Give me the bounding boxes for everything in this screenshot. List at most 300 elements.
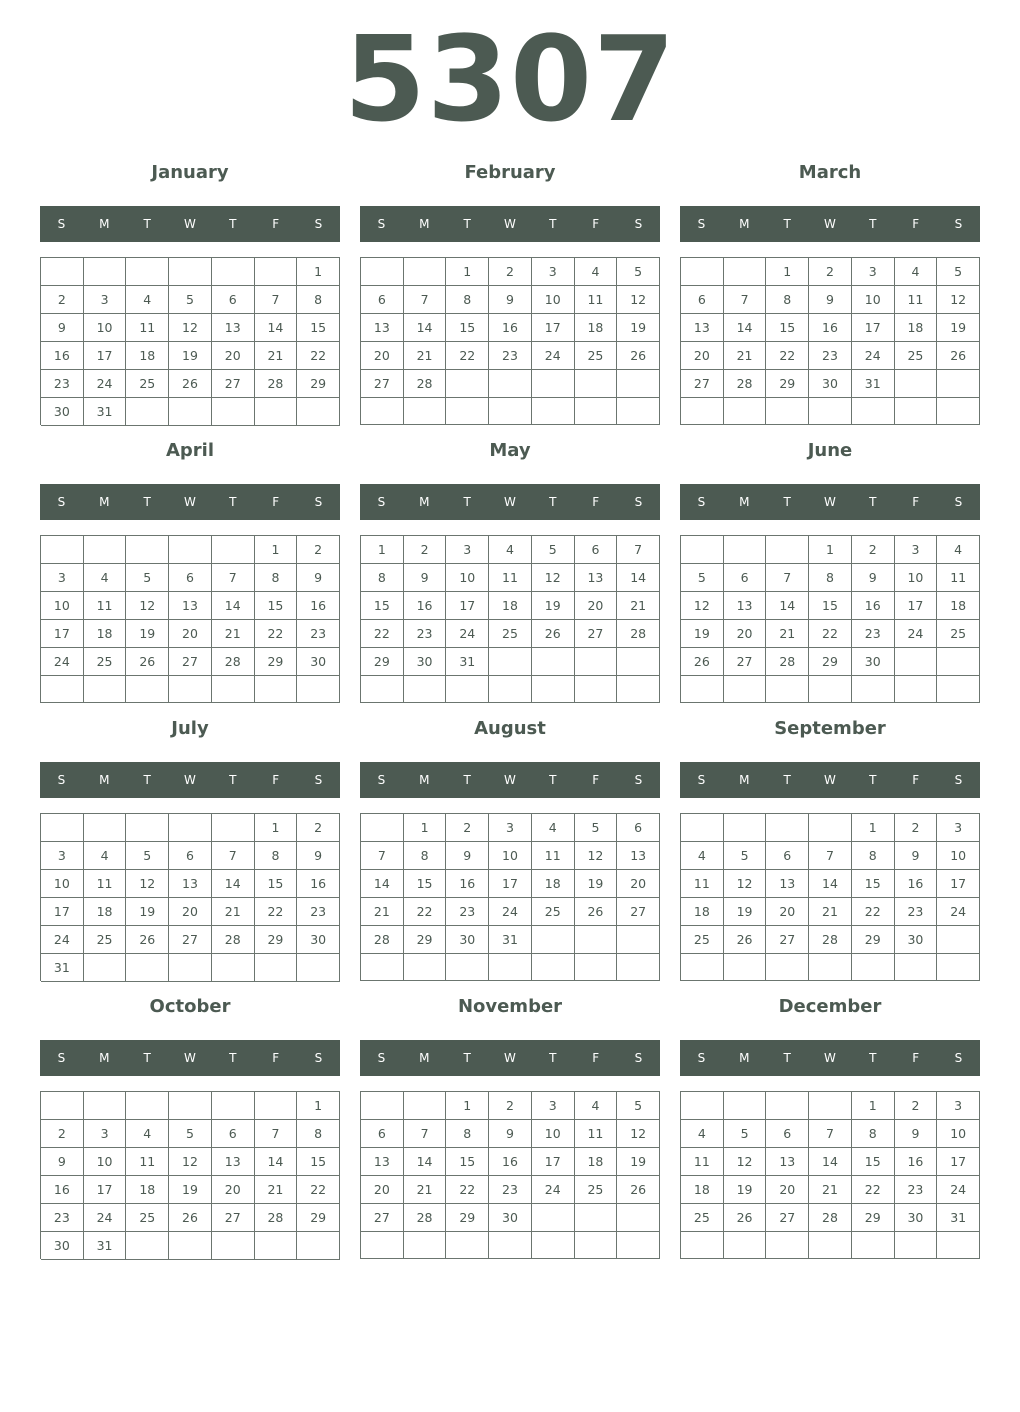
weekday-header-bar: [40, 206, 340, 242]
day-cell: 30: [895, 1204, 938, 1232]
weekday-header-bar: [360, 1040, 660, 1076]
month-may: [360, 436, 660, 704]
day-cell: [681, 676, 724, 703]
weekday-header: S: [954, 1051, 963, 1065]
day-cell: 12: [532, 564, 575, 592]
day-cell: [532, 1232, 575, 1259]
day-cell: 26: [575, 898, 618, 926]
day-cell: 3: [937, 814, 980, 842]
day-cell: 23: [41, 370, 84, 398]
day-cell: 13: [766, 870, 809, 898]
day-grid: [680, 1091, 980, 1259]
weekday-header: T: [143, 773, 151, 787]
day-cell: 18: [84, 898, 127, 926]
weekday-header-bar: [360, 484, 660, 520]
day-cell: [575, 926, 618, 954]
day-cell: 20: [361, 1176, 404, 1204]
day-cell: 17: [84, 342, 127, 370]
day-cell: 7: [212, 842, 255, 870]
day-cell: [361, 258, 404, 286]
day-cell: 6: [681, 286, 724, 314]
day-cell: 10: [852, 286, 895, 314]
day-cell: 19: [532, 592, 575, 620]
day-cell: 15: [852, 870, 895, 898]
weekday-header: S: [634, 773, 643, 787]
day-cell: 24: [895, 620, 938, 648]
weekday-header: S: [314, 773, 323, 787]
day-cell: [575, 676, 618, 703]
day-cell: 31: [84, 398, 127, 426]
day-cell: 26: [681, 648, 724, 676]
day-cell: 24: [532, 1176, 575, 1204]
day-cell: [255, 1092, 298, 1120]
day-cell: [681, 1232, 724, 1259]
day-cell: 13: [681, 314, 724, 342]
day-cell: 6: [724, 564, 767, 592]
day-cell: 18: [126, 1176, 169, 1204]
day-cell: 6: [617, 814, 660, 842]
day-cell: 6: [212, 286, 255, 314]
day-cell: 9: [489, 1120, 532, 1148]
day-cell: 16: [489, 314, 532, 342]
day-cell: [489, 676, 532, 703]
day-cell: 21: [404, 1176, 447, 1204]
day-cell: 16: [41, 1176, 84, 1204]
day-grid: [680, 813, 980, 981]
day-cell: 13: [617, 842, 660, 870]
day-cell: [575, 398, 618, 425]
weekday-header: T: [869, 773, 877, 787]
day-cell: 24: [937, 1176, 980, 1204]
day-cell: [681, 954, 724, 981]
day-cell: 17: [41, 620, 84, 648]
day-cell: [169, 954, 212, 982]
day-cell: 20: [361, 342, 404, 370]
weekday-header: T: [143, 495, 151, 509]
month-june: [680, 436, 980, 704]
weekday-header: S: [697, 1051, 706, 1065]
weekday-header: T: [463, 495, 471, 509]
day-cell: 28: [404, 370, 447, 398]
day-cell: 15: [446, 1148, 489, 1176]
day-cell: 3: [84, 1120, 127, 1148]
weekday-header: T: [229, 217, 237, 231]
day-cell: 9: [297, 564, 340, 592]
day-cell: 12: [681, 592, 724, 620]
day-cell: 5: [724, 842, 767, 870]
day-cell: 29: [297, 1204, 340, 1232]
day-cell: 13: [169, 870, 212, 898]
day-cell: 12: [575, 842, 618, 870]
day-cell: [895, 954, 938, 981]
day-grid: [360, 1091, 660, 1259]
day-cell: [404, 398, 447, 425]
day-cell: 15: [297, 1148, 340, 1176]
day-cell: 19: [126, 620, 169, 648]
day-cell: [766, 398, 809, 425]
day-cell: 28: [617, 620, 660, 648]
day-cell: 15: [404, 870, 447, 898]
day-cell: 22: [404, 898, 447, 926]
month-october: [40, 992, 340, 1260]
weekday-header: F: [272, 773, 280, 787]
day-cell: 25: [937, 620, 980, 648]
day-cell: [446, 398, 489, 425]
day-cell: 23: [297, 898, 340, 926]
day-cell: 21: [617, 592, 660, 620]
day-cell: [895, 398, 938, 425]
day-cell: [404, 676, 447, 703]
day-cell: 11: [895, 286, 938, 314]
day-cell: [404, 954, 447, 981]
day-grid: [360, 535, 660, 703]
weekday-header: S: [697, 773, 706, 787]
day-cell: [937, 1232, 980, 1259]
day-cell: 22: [255, 620, 298, 648]
day-cell: [446, 676, 489, 703]
weekday-header: S: [314, 1051, 323, 1065]
calendar-year-title: 5307: [343, 10, 677, 148]
day-cell: [255, 258, 298, 286]
weekday-header: S: [634, 217, 643, 231]
month-name: May: [489, 440, 531, 461]
day-cell: 22: [297, 342, 340, 370]
day-cell: [489, 954, 532, 981]
day-cell: 28: [724, 370, 767, 398]
day-cell: [681, 814, 724, 842]
day-cell: [766, 676, 809, 703]
day-cell: 11: [575, 286, 618, 314]
day-cell: [937, 676, 980, 703]
month-name: June: [807, 440, 853, 461]
weekday-header-bar: [680, 484, 980, 520]
day-cell: 3: [895, 536, 938, 564]
day-cell: 12: [169, 1148, 212, 1176]
day-cell: 30: [41, 398, 84, 426]
day-cell: [446, 370, 489, 398]
day-cell: 13: [575, 564, 618, 592]
day-cell: 24: [489, 898, 532, 926]
day-cell: 18: [84, 620, 127, 648]
weekday-header-bar: [360, 762, 660, 798]
day-cell: 11: [489, 564, 532, 592]
day-cell: [126, 258, 169, 286]
weekday-header: F: [912, 1051, 920, 1065]
day-cell: 23: [446, 898, 489, 926]
weekday-header: W: [184, 217, 196, 231]
month-name: August: [474, 718, 546, 739]
day-cell: 21: [809, 1176, 852, 1204]
day-cell: [255, 954, 298, 982]
weekday-header: F: [272, 495, 280, 509]
day-cell: [212, 814, 255, 842]
day-grid: [40, 535, 340, 703]
day-cell: 16: [489, 1148, 532, 1176]
day-cell: 22: [852, 898, 895, 926]
day-cell: 8: [852, 842, 895, 870]
day-cell: 28: [212, 926, 255, 954]
day-cell: 15: [255, 870, 298, 898]
day-cell: 1: [297, 258, 340, 286]
day-cell: 20: [169, 898, 212, 926]
day-cell: 13: [212, 314, 255, 342]
weekday-header-bar: [40, 484, 340, 520]
day-cell: 9: [852, 564, 895, 592]
day-cell: 30: [446, 926, 489, 954]
day-cell: 4: [681, 842, 724, 870]
day-cell: 12: [126, 870, 169, 898]
day-cell: 18: [895, 314, 938, 342]
day-cell: 29: [361, 648, 404, 676]
day-grid: [360, 813, 660, 981]
day-cell: 9: [404, 564, 447, 592]
day-cell: [446, 954, 489, 981]
day-cell: [212, 536, 255, 564]
day-cell: [809, 814, 852, 842]
day-cell: 13: [361, 314, 404, 342]
day-cell: 26: [169, 1204, 212, 1232]
weekday-header: S: [377, 1051, 386, 1065]
day-cell: 19: [169, 342, 212, 370]
day-cell: 25: [532, 898, 575, 926]
day-cell: 11: [937, 564, 980, 592]
day-cell: 21: [361, 898, 404, 926]
day-cell: 2: [404, 536, 447, 564]
day-cell: 25: [681, 1204, 724, 1232]
day-cell: 18: [575, 1148, 618, 1176]
day-cell: 11: [84, 870, 127, 898]
day-cell: 12: [617, 286, 660, 314]
day-cell: 10: [41, 870, 84, 898]
month-august: [360, 714, 660, 982]
day-cell: 6: [361, 286, 404, 314]
day-cell: 8: [446, 1120, 489, 1148]
day-cell: 10: [937, 842, 980, 870]
day-cell: 3: [84, 286, 127, 314]
day-cell: 13: [766, 1148, 809, 1176]
day-cell: 8: [809, 564, 852, 592]
day-cell: [489, 398, 532, 425]
day-cell: 3: [446, 536, 489, 564]
day-cell: [617, 370, 660, 398]
day-cell: 22: [361, 620, 404, 648]
weekday-header: T: [463, 1051, 471, 1065]
day-cell: [724, 954, 767, 981]
month-december: [680, 992, 980, 1260]
day-cell: 16: [297, 592, 340, 620]
day-cell: 23: [297, 620, 340, 648]
day-grid: [680, 535, 980, 703]
day-cell: [169, 676, 212, 703]
day-cell: 10: [84, 1148, 127, 1176]
day-cell: 18: [575, 314, 618, 342]
day-cell: [895, 1232, 938, 1259]
day-cell: 31: [937, 1204, 980, 1232]
day-cell: 8: [297, 286, 340, 314]
day-cell: 19: [617, 1148, 660, 1176]
weekday-header: F: [272, 217, 280, 231]
day-cell: 15: [361, 592, 404, 620]
day-cell: 27: [212, 1204, 255, 1232]
day-cell: 28: [361, 926, 404, 954]
day-cell: 16: [404, 592, 447, 620]
day-cell: 6: [766, 842, 809, 870]
day-cell: [169, 398, 212, 426]
day-cell: [126, 676, 169, 703]
month-name: April: [165, 440, 215, 461]
weekday-header: F: [272, 1051, 280, 1065]
day-cell: 19: [724, 1176, 767, 1204]
month-name: November: [457, 996, 563, 1017]
weekday-header: T: [229, 1051, 237, 1065]
day-cell: 3: [937, 1092, 980, 1120]
day-cell: [575, 648, 618, 676]
day-cell: 14: [212, 870, 255, 898]
day-cell: [724, 1092, 767, 1120]
day-cell: 1: [361, 536, 404, 564]
day-cell: 14: [404, 314, 447, 342]
day-cell: [766, 1092, 809, 1120]
day-cell: 23: [489, 342, 532, 370]
day-cell: 8: [297, 1120, 340, 1148]
weekday-header: T: [783, 495, 791, 509]
day-cell: 27: [724, 648, 767, 676]
weekday-header: T: [869, 495, 877, 509]
day-cell: 26: [617, 342, 660, 370]
day-cell: 14: [255, 1148, 298, 1176]
day-cell: [724, 1232, 767, 1259]
day-cell: 2: [41, 1120, 84, 1148]
day-cell: [212, 258, 255, 286]
day-cell: 9: [489, 286, 532, 314]
day-cell: [297, 954, 340, 982]
day-cell: [681, 258, 724, 286]
day-cell: 13: [212, 1148, 255, 1176]
day-cell: 22: [255, 898, 298, 926]
day-cell: [724, 814, 767, 842]
day-cell: [766, 814, 809, 842]
day-cell: 19: [169, 1176, 212, 1204]
day-cell: 23: [489, 1176, 532, 1204]
day-cell: 30: [489, 1204, 532, 1232]
day-cell: [361, 1232, 404, 1259]
weekday-header: W: [504, 495, 516, 509]
day-cell: 15: [852, 1148, 895, 1176]
day-cell: 5: [575, 814, 618, 842]
weekday-header: F: [592, 773, 600, 787]
day-cell: 14: [404, 1148, 447, 1176]
day-cell: 28: [255, 1204, 298, 1232]
weekday-header: F: [592, 1051, 600, 1065]
day-cell: [84, 258, 127, 286]
day-cell: 10: [41, 592, 84, 620]
day-cell: 19: [937, 314, 980, 342]
day-cell: [84, 536, 127, 564]
day-cell: 3: [41, 842, 84, 870]
day-cell: 1: [404, 814, 447, 842]
day-cell: 24: [937, 898, 980, 926]
day-cell: 14: [361, 870, 404, 898]
day-cell: [724, 258, 767, 286]
day-cell: 30: [809, 370, 852, 398]
day-cell: [169, 258, 212, 286]
day-cell: 29: [404, 926, 447, 954]
day-cell: 27: [212, 370, 255, 398]
weekday-header-bar: [360, 206, 660, 242]
day-cell: 30: [297, 648, 340, 676]
day-cell: 8: [255, 842, 298, 870]
day-cell: [681, 398, 724, 425]
day-cell: 2: [297, 814, 340, 842]
day-cell: 2: [41, 286, 84, 314]
day-cell: 6: [169, 842, 212, 870]
weekday-header: F: [912, 773, 920, 787]
day-cell: 9: [895, 1120, 938, 1148]
day-cell: [532, 1204, 575, 1232]
weekday-header: S: [314, 217, 323, 231]
day-cell: [532, 926, 575, 954]
weekday-header: T: [783, 1051, 791, 1065]
day-cell: [937, 926, 980, 954]
day-cell: 22: [809, 620, 852, 648]
day-cell: 27: [169, 926, 212, 954]
day-cell: 7: [255, 286, 298, 314]
day-cell: 16: [446, 870, 489, 898]
day-cell: 29: [446, 1204, 489, 1232]
day-cell: 16: [809, 314, 852, 342]
day-cell: 2: [489, 1092, 532, 1120]
day-cell: [895, 676, 938, 703]
day-cell: 10: [937, 1120, 980, 1148]
day-cell: 23: [852, 620, 895, 648]
weekday-header: S: [954, 495, 963, 509]
day-cell: [361, 954, 404, 981]
weekday-header: T: [143, 217, 151, 231]
day-cell: 15: [297, 314, 340, 342]
weekday-header: M: [99, 1051, 110, 1065]
day-cell: [169, 536, 212, 564]
day-cell: 16: [852, 592, 895, 620]
day-cell: [361, 1092, 404, 1120]
day-cell: 2: [852, 536, 895, 564]
day-cell: [895, 648, 938, 676]
day-cell: 17: [489, 870, 532, 898]
day-cell: 4: [126, 1120, 169, 1148]
day-cell: [809, 676, 852, 703]
day-cell: 14: [212, 592, 255, 620]
day-cell: 22: [297, 1176, 340, 1204]
day-cell: [617, 954, 660, 981]
weekday-header: S: [634, 1051, 643, 1065]
day-cell: [84, 954, 127, 982]
day-cell: 31: [41, 954, 84, 982]
day-cell: 1: [852, 814, 895, 842]
weekday-header: T: [229, 773, 237, 787]
day-cell: 19: [724, 898, 767, 926]
month-january: [40, 158, 340, 426]
day-cell: 14: [809, 1148, 852, 1176]
day-cell: 30: [297, 926, 340, 954]
day-cell: 24: [446, 620, 489, 648]
day-cell: [575, 954, 618, 981]
day-cell: 8: [852, 1120, 895, 1148]
day-cell: [169, 1232, 212, 1260]
day-cell: 18: [489, 592, 532, 620]
day-cell: 8: [446, 286, 489, 314]
day-cell: [84, 676, 127, 703]
day-cell: [126, 814, 169, 842]
day-cell: 21: [255, 1176, 298, 1204]
